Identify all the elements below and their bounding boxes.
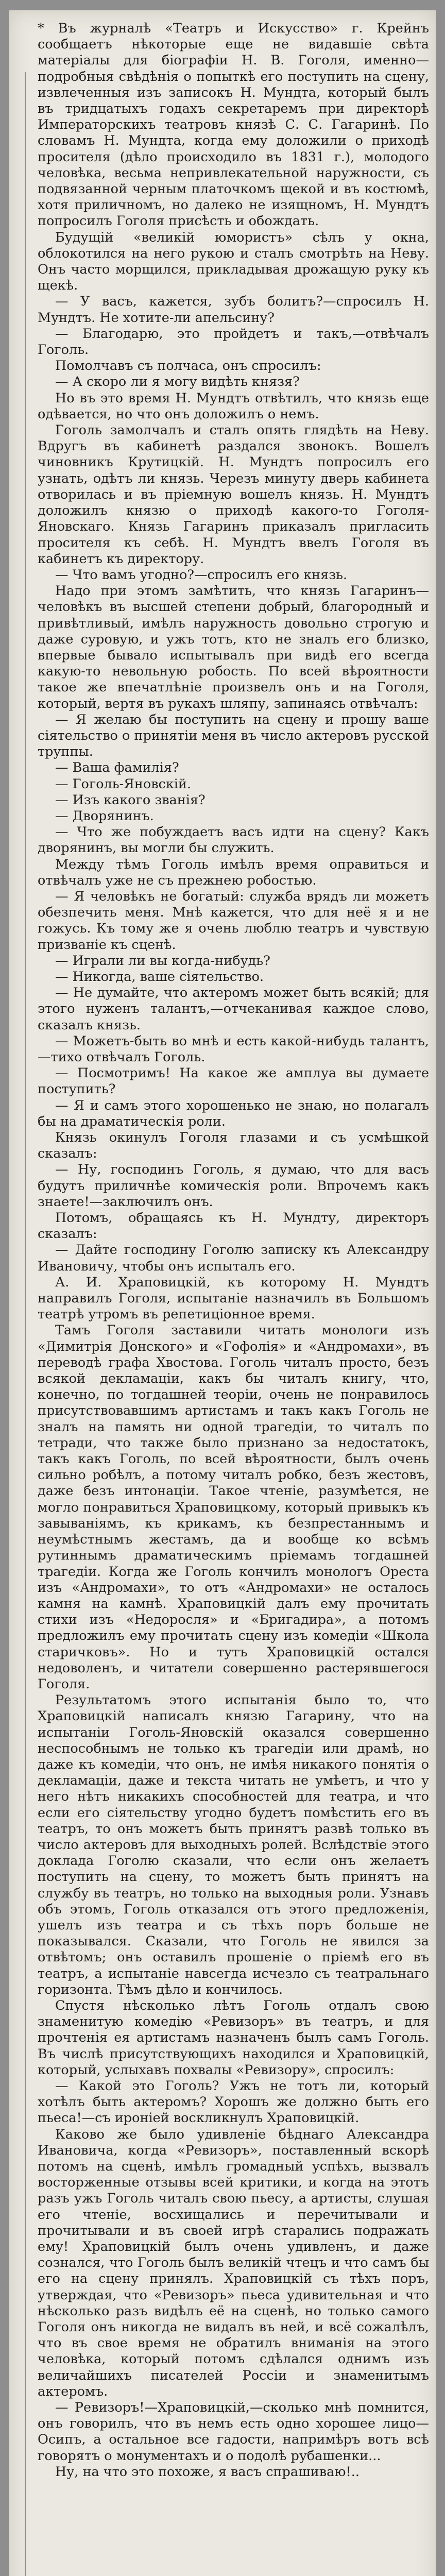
- article-paragraph: Гоголь замолчалъ и сталъ опять глядѣть на Неву. Вдругъ въ кабинетѣ раздался звонокъ. Вошелъ чиновникъ Крутицкій. Н. Мундтъ попросилъ его узнать, одѣтъ ли князь. Черезъ минуту дверь кабинета отворилась и въ пріемную вошелъ князь. Н. Мундтъ доложилъ князю о приходѣ какого-то Гоголя-Яновскаго. Князь Гагаринъ приказалъ пригласить просителя къ себѣ. Н. Мундтъ ввелъ Гоголя въ кабинетъ къ директору.: [38, 422, 429, 567]
- dialog-line: — Я желаю бы поступить на сцену и прошу ваше сіятельство о принятіи меня въ число актеровъ русской труппы.: [38, 711, 429, 760]
- dialog-line: — Изъ какого званія?: [55, 792, 206, 808]
- article-paragraph: Будущій «великій юмористъ» сѣлъ у окна, облокотился на него рукою и сталъ смотрѣть на Неву. Онъ часто морщился, прикладывая дрожащую руку къ щекѣ.: [38, 229, 429, 294]
- dialog-line: — Не думайте, что актеромъ может быть всякій; для этого нуженъ талантъ,—отчеканивая каждое слово, сказалъ князь.: [38, 985, 429, 1033]
- dialog-line: — Ваша фамилія?: [55, 760, 179, 776]
- article-paragraph: Ну, на что это похоже, я васъ спрашиваю!..: [55, 2464, 360, 2480]
- dialog-line: — Дворянинъ.: [55, 808, 154, 824]
- article-paragraph: Между тѣмъ Гоголь имѣлъ время оправиться и отвѣчалъ уже не съ прежнею робостью.: [38, 856, 429, 888]
- newspaper-clipping: [9, 10, 436, 2576]
- article-paragraph: Тамъ Гоголя заставили читать монологи изъ «Димитрія Донского» и «Гофолія» и «Андромахи», въ переводѣ графа Хвостова. Гоголь читалъ просто, безъ всякой декламаціи, какъ бы читалъ книгу, что, конечно, по тогдашней теоріи, очень не понравилось присутствовавшимъ артистамъ и такъ какъ Гоголь не зналъ на память ни одной трагедіи, то читалъ по тетради, что также было признано за недостатокъ, такъ какъ Гоголь, по всей вѣроятности, былъ очень сильно робѣлъ, а потому читалъ робко, безъ жестовъ, даже безъ интонаціи. Такое чтеніе, разумѣется, не могло понравиться Храповицкому, который привыкъ къ завываніямъ, къ крикамъ, къ безпрестаннымъ и неумѣстнымъ жестамъ, да и вообще ко всѣмъ рутиннымъ драматическимъ пріемамъ тогдашней трагедіи. Когда же Гоголь кончилъ монологъ Ореста изъ «Андромахи», то отъ «Андромахи» не осталось камня на камнѣ. Храповицкій далъ ему прочитать стихи изъ «Недоросля» и «Бригадира», а потомъ предложилъ ему прочитать сцену изъ комедіи «Школа старичковъ». Но и тутъ Храповицкій остался недоволенъ, и читатели совершенно растерявшегося Гоголя.: [38, 1323, 429, 1692]
- dialog-line: — Какой это Гоголь? Ужъ не тотъ ли, который хотѣлъ быть актеромъ? Хорошъ же должно быть его пьеса!—съ ироніей воскликнулъ Храповицкій.: [38, 2078, 429, 2126]
- article-paragraph: Князь окинулъ Гоголя глазами и съ усмѣшкой сказалъ:: [38, 1130, 429, 1162]
- dialog-line: — Что же побуждаетъ васъ идти на сцену? Какъ дворянинъ, вы могли бы служить.: [38, 824, 429, 856]
- dialog-line: — Дайте господину Гоголю записку къ Александру Ивановичу, чтобы онъ испыталъ его.: [38, 1242, 429, 1274]
- dialog-line: — Что вамъ угодно?—спросилъ его князь.: [55, 567, 348, 583]
- dialog-line: — Никогда, ваше сіятельство.: [55, 969, 264, 985]
- dialog-line: — Играли ли вы когда-нибудь?: [55, 953, 270, 969]
- article-paragraph: Спустя нѣсколько лѣтъ Гоголь отдалъ свою знаменитую комедію «Ревизоръ» въ театръ, и для прочтенія ея артистамъ назначенъ былъ самъ Гоголь. Въ числѣ присутствующихъ находился и Храповицкій, который, услыхавъ похвалы «Ревизору», спросилъ:: [38, 1997, 429, 2078]
- article-paragraph: Помолчавъ съ полчаса, онъ спросилъ:: [55, 358, 321, 374]
- article-paragraph: А. И. Храповицкій, къ которому Н. Мундтъ направилъ Гоголя, испытаніе назначилъ въ Большомъ театрѣ утромъ въ репетиціонное время.: [38, 1274, 429, 1323]
- article-body: [38, 21, 429, 2480]
- dialog-line: — А скоро ли я могу видѣть князя?: [55, 374, 300, 390]
- dialog-line: — Ревизоръ!—Храповицкій,—сколько мнѣ помнится, онъ говорилъ, что въ немъ есть одно хорошее лицо—Осипъ, а остальное все гадости, напримѣръ вотъ всѣ говорятъ о монументахъ и о подолѣ рубашенки...: [38, 2400, 429, 2464]
- article-paragraph: Надо при этомъ замѣтить, что князь Гагаринъ—человѣкъ въ высшей степени добрый, благородный и привѣтливый, имѣлъ наружность довольно строгую и даже суровую, и ужъ тотъ, кто не зналъ его близко, впервые бывало испытывалъ при видѣ его всегда какую-то невольную робость. По всей вѣроятности такое же впечатлѣніе произвелъ онъ и на Гоголя, который, вертя въ рукахъ шляпу, запинаясь отвѣчалъ:: [38, 583, 429, 711]
- dialog-line: — Посмотримъ! На какое же амплуа вы думаете поступить?: [38, 1065, 429, 1097]
- article-paragraph: * Въ журналѣ «Театръ и Искусство» г. Крейнъ сообщаетъ нѣкоторые еще не видавшіе свѣта матеріалы для біографіи Н. В. Гоголя, именно—подробныя свѣдѣнія о попыткѣ его поступить на сцену, извлеченныя изъ записокъ Н. Мундта, который былъ въ тридцатыхъ годахъ секретаремъ при директорѣ Императорскихъ театровъ князѣ С. С. Гагаринѣ. По словамъ Н. Мундта, когда ему доложили о приходѣ просителя (дѣло происходило въ 1831 г.), молодого человѣка, весьма непривлекательной наружности, съ подвязанной черным платочкомъ щекой и въ костюмѣ, хотя приличномъ, но далеко не изящномъ, Н. Мундтъ попросилъ Гоголя присѣсть и обождать.: [38, 21, 429, 229]
- dialog-line: — Благодарю, это пройдетъ и такъ,—отвѣчалъ Гоголь.: [38, 326, 429, 358]
- dialog-line: — Я человѣкъ не богатый: служба врядъ ли можетъ обезпечить меня. Мнѣ кажется, что для неё я и не гожусь. Къ тому же я очень люблю театръ и чувствую призваніе къ сценѣ.: [38, 888, 429, 953]
- article-paragraph: Каково же было удивленіе бѣднаго Александра Ивановича, когда «Ревизоръ», поставленный вскорѣ потомъ на сценѣ, имѣлъ громадный успѣхъ, вызвалъ восторженные отзывы всей критики, и когда на этотъ разъ ужъ Гоголь читалъ свою пьесу, а артисты, слушая его чтеніе, восхищались и перечитывали и прочитывали и въ своей игрѣ старались подражать ему! Храповицкій былъ очень удивленъ, и даже сознался, что Гоголь былъ великій чтецъ и что самъ бы его на сцену принялъ. Храповицкій съ тѣхъ поръ, утверждая, что «Ревизоръ» пьеса удивительная и что нѣсколько разъ видѣлъ её на сценѣ, но только самого Гоголя онъ никогда не видалъ въ ней, и всё сожалѣлъ, что въ свое время не обратилъ вниманія на этого человѣка, который потомъ сдѣлался однимъ изъ величайшихъ писателей Россіи и знаменитымъ актеромъ.: [38, 2126, 429, 2399]
- article-paragraph: Но въ это время Н. Мундтъ отвѣтилъ, что князь еще одѣвается, но что онъ доложилъ о немъ.: [38, 390, 429, 422]
- dialog-line: — У васъ, кажется, зубъ болитъ?—спросилъ Н. Мундтъ. Не хотите-ли апельсину?: [38, 294, 429, 326]
- article-paragraph: Результатомъ этого испытанія было то, что Храповицкій написалъ князю Гагарину, что на испытаніи Гоголь-Яновскій оказался совершенно неспособнымъ не только къ трагедіи или драмѣ, но даже къ комедіи, что онъ, не имѣя никакого понятія о декламаціи, даже и текста читать не умѣетъ, и что у него нѣтъ никакихъ способностей для театра, и что если его сіятельству угодно будетъ помѣстить его въ театръ, то онъ можетъ быть принятъ развѣ только въ число актеровъ для выходныхъ ролей. Вслѣдствіе этого доклада Гоголю сказали, что если онъ желаетъ поступить на сцену, то можетъ быть принятъ на службу въ театръ, но только на выходныя роли. Узнавъ объ этомъ, Гоголь отказался отъ этого предложенія, ушелъ изъ театра и съ тѣхъ поръ больше не показывался. Сказали, что Гоголь не явился за отвѣтомъ; онъ оставилъ прошеніе о пріемѣ его въ театръ, а испытаніе навсегда исчезло съ театральнаго горизонта. Тѣмъ дѣло и кончилось.: [38, 1692, 429, 1997]
- dialog-line: — Ну, господинъ Гоголь, я думаю, что для васъ будутъ приличнѣе комическія роли. Впрочемъ какъ знаете!—заключилъ онъ.: [38, 1162, 429, 1210]
- article-paragraph: Потомъ, обращаясь къ Н. Мундту, директоръ сказалъ:: [38, 1210, 429, 1242]
- dialog-line: — Можетъ-быть во мнѣ и есть какой-нибудь талантъ,—тихо отвѣчалъ Гоголь.: [38, 1033, 429, 1065]
- dialog-line: — Гоголь-Яновскій.: [55, 776, 192, 792]
- margin-rule: [25, 72, 26, 2576]
- dialog-line: — Я и самъ этого хорошенько не знаю, но полагалъ бы на драматическія роли.: [38, 1097, 429, 1129]
